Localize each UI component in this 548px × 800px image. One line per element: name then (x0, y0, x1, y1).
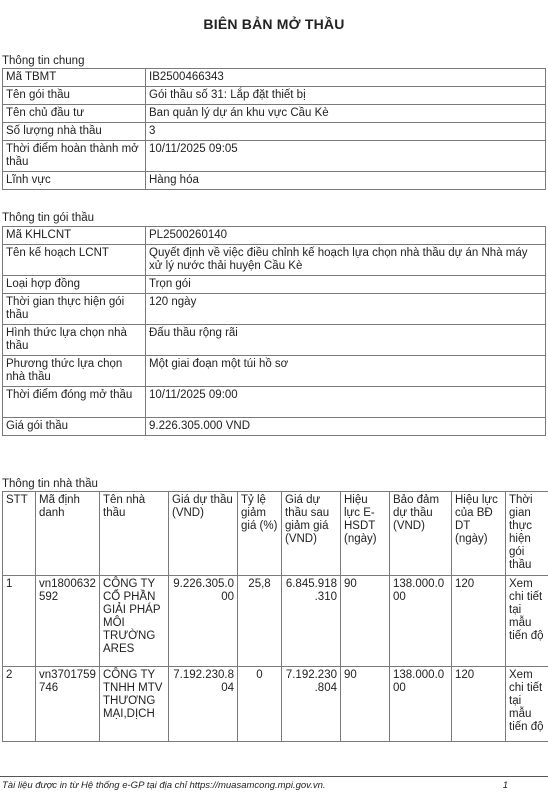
value-cell: Ban quản lý dự án khu vực Cầu Kè (146, 105, 546, 123)
stt-cell: 1 (3, 576, 36, 667)
table-header-row (3, 492, 548, 576)
column-header: Giá dự thầu sau giảm giá (VND) (282, 492, 341, 576)
column-header: STT (3, 492, 36, 576)
discount-cell: 25,8 (238, 576, 282, 667)
table-row (3, 667, 548, 742)
key-cell: Tên gói thầu (3, 87, 146, 105)
key-cell: Mã TBMT (3, 69, 146, 87)
table-row (3, 576, 548, 667)
table-row (3, 325, 546, 356)
table-row (3, 356, 546, 387)
bidders-table (2, 491, 548, 742)
validity-cell: 90 (341, 667, 390, 742)
key-cell: Số lượng nhà thầu (3, 123, 146, 141)
general-info-table (2, 68, 546, 190)
key-cell: Hình thức lựa chọn nhà thầu (3, 325, 146, 356)
table-row (3, 387, 546, 418)
column-header: Bảo đảm dự thầu (VND) (390, 492, 452, 576)
column-header: Mã định danh (36, 492, 100, 576)
value-cell: 120 ngày (146, 294, 546, 325)
table-row (3, 245, 546, 276)
key-cell: Loại hợp đồng (3, 276, 146, 294)
column-header: Thời gian thực hiện gói thầu (506, 492, 548, 576)
value-cell: PL2500260140 (146, 227, 546, 245)
table-row (3, 276, 546, 294)
price-after-cell: 7.192.230.804 (282, 667, 341, 742)
package-info-table (2, 226, 546, 436)
guarantee-cell: 138.000.000 (390, 576, 452, 667)
guarantee-validity-cell: 120 (452, 667, 506, 742)
key-cell: Giá gói thầu (3, 418, 146, 436)
column-header: Hiệu lực E-HSDT (ngày) (341, 492, 390, 576)
column-header: Tỷ lệ giảm giá (%) (238, 492, 282, 576)
key-cell: Lĩnh vực (3, 172, 146, 190)
time-cell: Xem chi tiết tại mẫu tiến độ (506, 667, 548, 742)
footer-text: Tài liệu được in từ Hệ thống e-GP tại địa chỉ https://muasamcong.mpi.gov.vn. (2, 780, 326, 791)
value-cell: Hàng hóa (146, 172, 546, 190)
stt-cell: 2 (3, 667, 36, 742)
value-cell: 3 (146, 123, 546, 141)
document-title: BIÊN BẢN MỞ THẦU (203, 16, 345, 32)
table-row (3, 87, 546, 105)
column-header: Giá dự thầu (VND) (169, 492, 238, 576)
table-row (3, 172, 546, 190)
value-cell: Một giai đoạn một túi hồ sơ (146, 356, 546, 387)
column-header: Tên nhà thầu (100, 492, 169, 576)
key-cell: Thời điểm đóng mở thầu (3, 387, 146, 418)
value-cell: Đấu thầu rộng rãi (146, 325, 546, 356)
value-cell: 10/11/2025 09:05 (146, 141, 546, 172)
column-header: Hiệu lực của BĐ DT (ngày) (452, 492, 506, 576)
id-cell: vn1800632592 (36, 576, 100, 667)
table-row (3, 105, 546, 123)
id-cell: vn3701759746 (36, 667, 100, 742)
table-row (3, 227, 546, 245)
key-cell: Mã KHLCNT (3, 227, 146, 245)
guarantee-validity-cell: 120 (452, 576, 506, 667)
general-heading: Thông tin chung (2, 55, 85, 67)
table-row (3, 69, 546, 87)
guarantee-cell: 138.000.000 (390, 667, 452, 742)
footer-divider (0, 776, 548, 777)
table-row (3, 294, 546, 325)
key-cell: Phương thức lựa chọn nhà thầu (3, 356, 146, 387)
price-after-cell: 6.845.918.310 (282, 576, 341, 667)
value-cell: Quyết định về việc điều chỉnh kế hoạch lựa chọn nhà thầu dự án Nhà máy xử lý nước thải huyện Cầu Kè (146, 245, 546, 276)
key-cell: Tên chủ đầu tư (3, 105, 146, 123)
price-cell: 7.192.230.804 (169, 667, 238, 742)
page-number: 1 (502, 780, 508, 791)
value-cell: 10/11/2025 09:00 (146, 387, 546, 418)
table-row (3, 141, 546, 172)
name-cell: CÔNG TY TNHH MTV THƯƠNG MẠI,DỊCH (100, 667, 169, 742)
discount-cell: 0 (238, 667, 282, 742)
value-cell: 9.226.305.000 VND (146, 418, 546, 436)
time-cell: Xem chi tiết tại mẫu tiến độ (506, 576, 548, 667)
value-cell: IB2500466343 (146, 69, 546, 87)
table-row (3, 123, 546, 141)
value-cell: Trọn gói (146, 276, 546, 294)
price-cell: 9.226.305.000 (169, 576, 238, 667)
table-row (3, 418, 546, 436)
name-cell: CÔNG TY CỔ PHẦN GIẢI PHÁP MÔI TRƯỜNG ARES (100, 576, 169, 667)
key-cell: Thời gian thực hiện gói thầu (3, 294, 146, 325)
value-cell: Gói thầu số 31: Lắp đặt thiết bị (146, 87, 546, 105)
key-cell: Tên kế hoạch LCNT (3, 245, 146, 276)
key-cell: Thời điểm hoàn thành mở thầu (3, 141, 146, 172)
package-heading: Thông tin gói thầu (2, 212, 95, 224)
bidders-heading: Thông tin nhà thầu (2, 478, 98, 490)
validity-cell: 90 (341, 576, 390, 667)
